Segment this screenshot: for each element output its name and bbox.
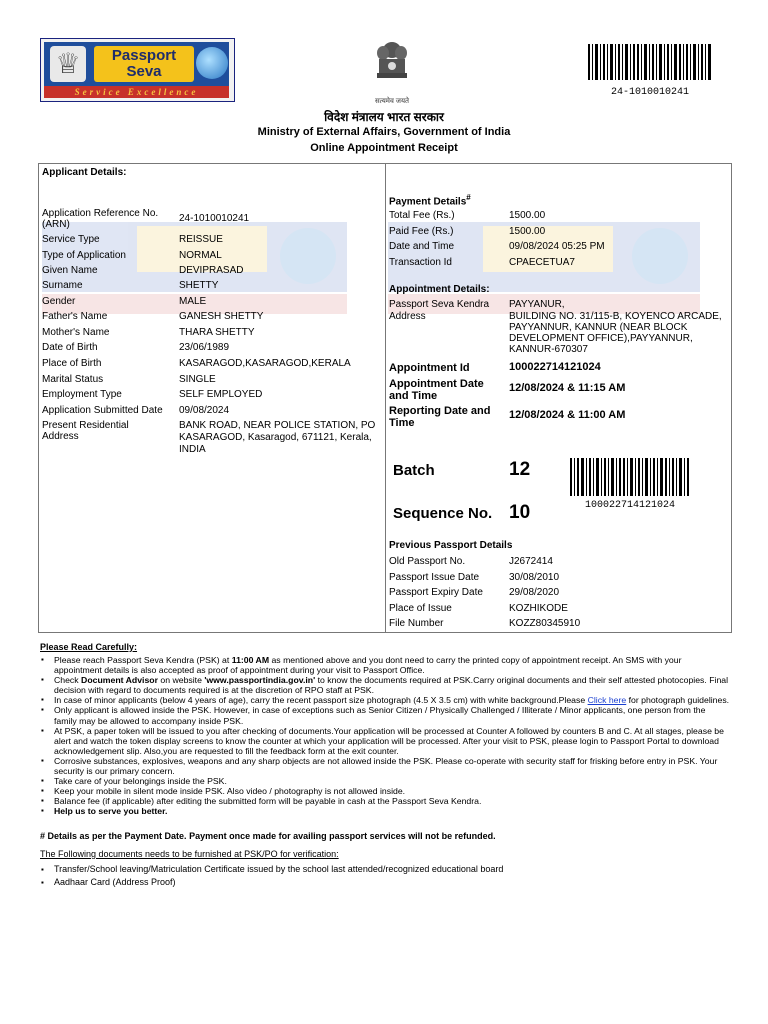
- national-emblem-icon: ♕: [50, 46, 86, 82]
- note-item: ▪ Check Document Advisor on website 'www.passportindia.gov.in' to know the documents required at PSK.Carry original documents and their self attested photocopies. Final decision with regard to documents required is at the discretion of RPO staff at PSK.: [54, 675, 730, 695]
- note-item: ▪ In case of minor applicants (below 4 years of age), carry the recent passport size photograph (4.5 X 3.5 cm) with white background.Please Click here for photograph guidelines.: [54, 695, 730, 705]
- globe-icon: [196, 47, 228, 79]
- ministry-title: Ministry of External Affairs, Government of India: [257, 126, 511, 138]
- hindi-title: विदेश मंत्रालय भारत सरकार: [324, 110, 444, 124]
- national-emblem-icon: [366, 38, 418, 97]
- website-link[interactable]: 'www.passportindia.gov.in': [204, 675, 316, 686]
- sequence-value: 10: [509, 502, 531, 523]
- instructions-list: [40, 655, 730, 817]
- refund-note: # Details as per the Payment Date. Payment once made for availing passport services will not be refunded.: [40, 831, 496, 841]
- logo-tagline: Service Excellence: [44, 86, 229, 98]
- receipt-title: Online Appointment Receipt: [310, 142, 458, 154]
- note-item: ▪ Help us to serve you better.: [54, 806, 730, 816]
- note-item: ▪ Corrosive substances, explosives, weapons and any sharp objects are not allowed inside the PSK. Please co-operate with security staff for frisking before entry in PSK. Your security is our primary concern.: [54, 756, 730, 776]
- note-item: ▪ At PSK, a paper token will be issued to you after checking of documents.Your application will be processed at Counter A followed by counters B and C. At all stages, please be alert and watch the token display screens to know the counter at which your application will be processed. After your visit to PSK, please login to Passport Portal to download acknowledgement slip. Also,you are requested to fill the feedback form at the exit counter.: [54, 726, 730, 756]
- national-emblem: [366, 38, 418, 104]
- documents-title: The Following documents needs to be furnished at PSK/PO for verification:: [40, 849, 339, 859]
- documents-list: [40, 863, 730, 889]
- applicant-details-title: Applicant Details:: [42, 167, 127, 178]
- logo-title: Passport Seva: [94, 46, 194, 82]
- photo-guidelines-link[interactable]: Click here: [587, 695, 627, 706]
- previous-passport-title: Previous Passport Details: [389, 540, 513, 551]
- payment-details-title: Payment Details#: [389, 193, 471, 208]
- note-item: ▪ Please reach Passport Seva Kendra (PSK) at 11:00 AM as mentioned above and you dont need to carry the printed copy of appointment receipt. An SMS with your appointment details is also accepted as proof of appointment during your visit to Passport Office.: [54, 655, 730, 675]
- notes-title: Please Read Carefully:: [40, 642, 138, 652]
- arn-barcode: [588, 44, 712, 80]
- note-item: ▪ Keep your mobile in silent mode inside PSK. Also video / photography is not allowed inside.: [54, 786, 730, 796]
- appointment-barcode-text: 100022714121024: [584, 500, 675, 511]
- emblem-motto: सत्यमेव जयते: [374, 98, 410, 105]
- note-item: ▪ Take care of your belongings inside the PSK.: [54, 776, 730, 786]
- note-item: ▪ Balance fee (if applicable) after editing the submitted form will be payable in cash at the Passport Seva Kendra.: [54, 796, 730, 806]
- logo-panel: [44, 42, 229, 86]
- document-item: ▪ Aadhaar Card (Address Proof): [54, 876, 730, 889]
- batch-value: 12: [509, 459, 531, 480]
- sequence-label: Sequence No.: [393, 505, 493, 522]
- appointment-barcode: [570, 458, 690, 496]
- document-item: ▪ Transfer/School leaving/Matriculation Certificate issued by the school last attended/recognized educational board: [54, 863, 730, 876]
- arn-barcode-text: 24-1010010241: [610, 87, 689, 98]
- passport-seva-logo: [40, 38, 235, 102]
- appointment-details-title: Appointment Details:: [389, 284, 490, 295]
- column-divider: [385, 163, 386, 633]
- batch-label: Batch: [393, 462, 435, 479]
- note-item: ▪ Only applicant is allowed inside the PSK. However, in case of exceptions such as Senior Citizen / Physically Challenged / Illiterate / Minor applicants, one person from the family may be allowed to accompany inside PSK.: [54, 705, 730, 725]
